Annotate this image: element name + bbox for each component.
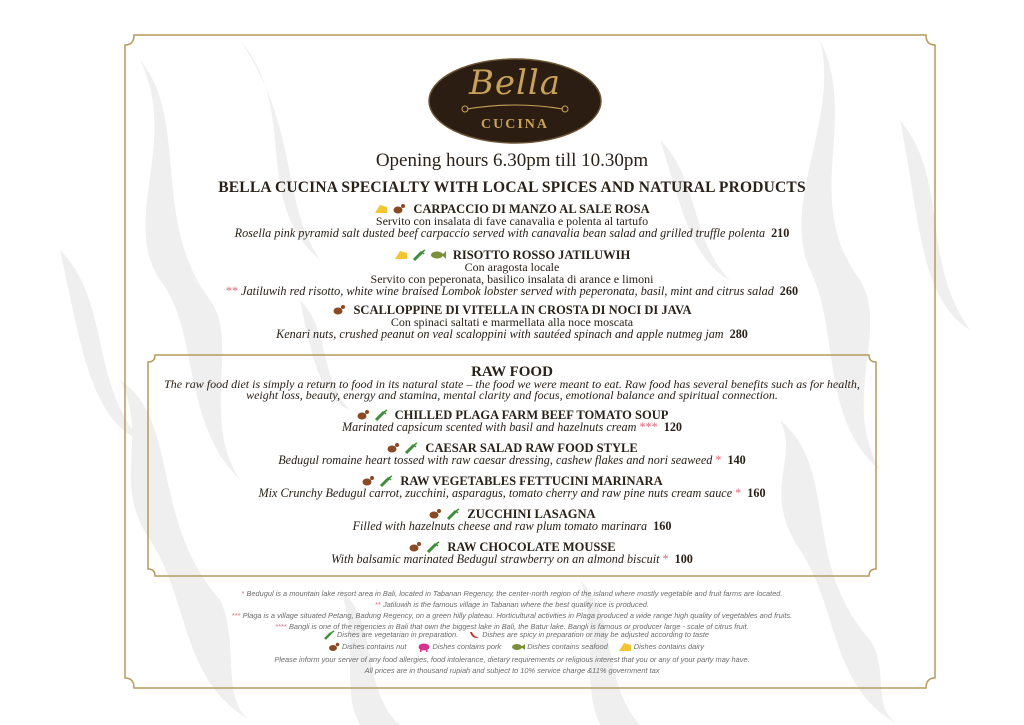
- specialty-dish-carpaccio: [0, 203, 1024, 239]
- dish-price: 210: [771, 226, 790, 241]
- logo-title: Bella: [468, 63, 562, 103]
- footnote-marker: *: [735, 486, 742, 501]
- seafood-icon: [511, 642, 525, 652]
- legend-row-1: [0, 630, 1024, 640]
- dish-name: ZUCCHINI LASAGNA: [467, 507, 596, 522]
- seafood-icon: [430, 249, 446, 261]
- dish-description: Bedugul romaine heart tossed with raw caesar dressing, cashew flakes and nori seaweed: [278, 453, 713, 468]
- dish-icons: [332, 304, 346, 316]
- dish-description: Mix Crunchy Bedugul carrot, zucchini, asparagus, tomato cherry and raw pine nuts cream sauce: [258, 486, 733, 501]
- dish-italian-2: Servito con peperonata, basilico insalata di arance e limoni: [370, 272, 654, 287]
- allergy-notice: Please inform your server of any food allergies, food intolerance, dietary requirements or religious interest that you or any of your party may have.: [274, 655, 750, 664]
- dish-icons: [394, 249, 446, 261]
- dish-italian: Con spinaci saltati e marmellata alla noce moscata: [390, 315, 634, 330]
- legend-nut: Dishes contains nut: [341, 642, 407, 651]
- chili-icon: [468, 630, 480, 640]
- footnote-marker: ***: [639, 420, 658, 435]
- footnote-text: Jatiluwih is the famous village in Tabanan where the best quality rice is produced.: [382, 600, 649, 609]
- raw-dish-mousse: [0, 541, 1024, 565]
- raw-food-intro: The raw food diet is simply a return to food in its natural state – the food we were meant to eat. Raw food has several benefits such as for health, weight loss, beauty, energy and stamina, mental clarity and focus, emotional balance and spiritual connection.: [164, 377, 860, 402]
- footnote-jatiluwih: [0, 600, 1024, 609]
- legend-vegetarian: Dishes are vegetarian in preparation.: [336, 630, 459, 639]
- dish-price: 120: [663, 420, 682, 435]
- dish-description: Kenari nuts, crushed peanut on veal scaloppini with sautéed spinach and apple nutmeg jam: [276, 327, 724, 342]
- dish-price: 280: [729, 327, 748, 342]
- dish-name: SCALLOPPINE DI VITELLA IN CROSTA DI NOCI DI JAVA: [353, 303, 692, 318]
- dish-price: 100: [674, 552, 693, 567]
- legend-spicy: Dishes are spicy in preparation or may be adjusted according to taste: [482, 630, 710, 639]
- legend-pork: Dishes contains pork: [432, 642, 502, 651]
- specialty-dish-risotto: [0, 249, 1024, 297]
- dish-name: CARPACCIO DI MANZO AL SALE ROSA: [413, 202, 650, 217]
- dish-description: With balsamic marinated Bedugul strawberry on an almond biscuit: [331, 552, 660, 567]
- pig-icon: [417, 642, 431, 652]
- nut-icon: [328, 642, 340, 652]
- vegetarian-icon: [323, 630, 335, 640]
- dish-price: 160: [747, 486, 766, 501]
- legend-dairy: Dishes contains dairy: [633, 642, 705, 651]
- footnote-bedugul: [0, 589, 1024, 598]
- footnote-marker: **: [225, 284, 239, 299]
- legend-seafood: Dishes contains seafood: [527, 642, 608, 651]
- raw-dish-fettucini: [0, 475, 1024, 499]
- dish-name: RAW VEGETABLES FETTUCINI MARINARA: [400, 474, 663, 489]
- dish-price: 140: [727, 453, 746, 468]
- dish-description: Rosella pink pyramid salt dusted beef carpaccio served with canavalia bean salad and grilled truffle polenta: [234, 226, 766, 241]
- raw-dish-soup: [0, 409, 1024, 433]
- raw-food-title: RAW FOOD: [471, 364, 553, 380]
- prices-note: All prices are in thousand rupiah and subject to 10% service charge &11% government tax: [364, 666, 660, 675]
- legend-row-2: [0, 642, 1024, 652]
- dish-name: RAW CHOCOLATE MOUSSE: [447, 540, 616, 555]
- dish-description: Marinated capsicum scented with basil and hazelnuts cream: [342, 420, 637, 435]
- footnote-text: Bedugul is a mountain lake resort area in Bali, located in Tabanan Regency, the center-north region of the island where mostly vegetable and fruit farms are located.: [246, 589, 783, 598]
- footnote-text: Plaga is a village situated Petang, Badung Regency, on a green hilly plateau. Horticultural activities in Plaga produced a wide range high quality of vegetables and fruits.: [242, 611, 793, 620]
- raw-dish-caesar: [0, 442, 1024, 466]
- footnote-marker: *: [241, 589, 245, 598]
- bella-cucina-logo: [427, 57, 603, 145]
- logo-subtitle: CUCINA: [481, 117, 549, 132]
- dish-price: 160: [653, 519, 672, 534]
- specialty-title: BELLA CUCINA SPECIALTY WITH LOCAL SPICES AND NATURAL PRODUCTS: [218, 179, 806, 196]
- footnote-marker: ****: [275, 622, 287, 631]
- footnote-marker: ***: [231, 611, 241, 620]
- footnote-text: Bangli is one of the regencies in Bali that own the biggest lake in Bali, the Batur lake. Bangli is famous or producer large - scale of citrus fruit.: [288, 622, 749, 631]
- dish-description: Jatiluwih red risotto, white wine braised Lombok lobster served with peperonata, basil, mint and citrus salad: [241, 284, 774, 299]
- footnote-marker: *: [715, 453, 722, 468]
- dairy-icon: [618, 642, 632, 652]
- dish-description: Filled with hazelnuts cheese and raw plum tomato marinara: [352, 519, 648, 534]
- dish-italian: Con aragosta locale: [464, 260, 560, 275]
- dish-price: 260: [779, 284, 799, 299]
- raw-dish-lasagna: [0, 508, 1024, 532]
- dish-name: CAESAR SALAD RAW FOOD STYLE: [425, 441, 638, 456]
- dish-name: CHILLED PLAGA FARM BEEF TOMATO SOUP: [394, 408, 669, 423]
- dish-name: RISOTTO ROSSO JATILUWIH: [452, 248, 631, 263]
- specialty-dish-scalloppine: [0, 304, 1024, 340]
- footnote-marker: *: [662, 552, 669, 567]
- footnote-plaga: [0, 611, 1024, 620]
- footnote-marker: **: [375, 600, 381, 609]
- vegetarian-icon: [412, 249, 426, 261]
- nut-icon: [332, 304, 346, 316]
- dairy-icon: [394, 249, 408, 261]
- dish-italian: Servito con insalata di fave canavalia e polenta al tartufo: [375, 214, 649, 229]
- opening-hours: Opening hours 6.30pm till 10.30pm: [375, 150, 649, 171]
